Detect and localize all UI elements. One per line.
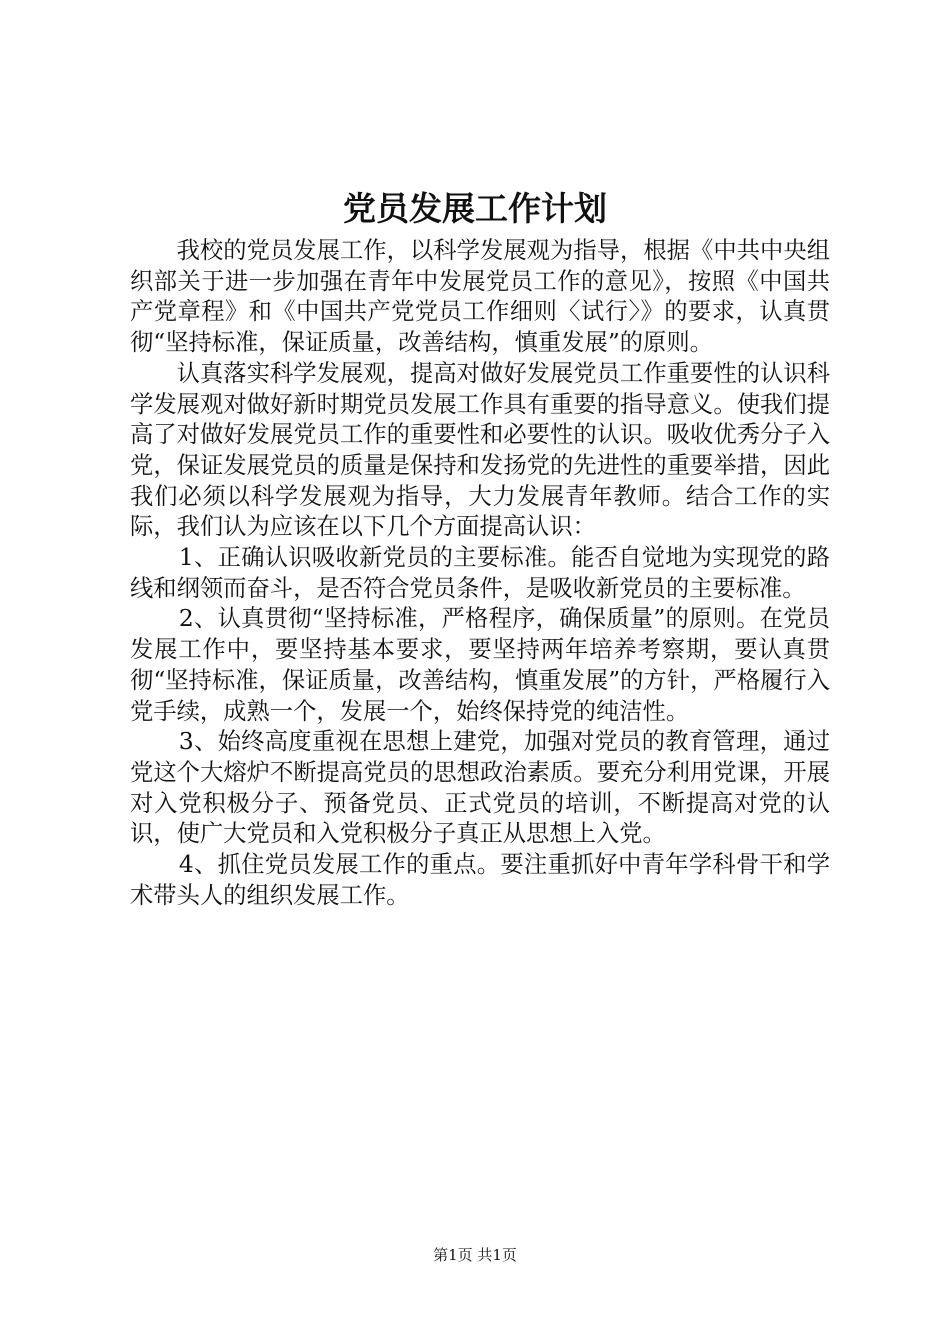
page-footer [0, 1244, 950, 1266]
page-number-current: 第1页 [433, 1246, 473, 1264]
page-number-total: 共1页 [477, 1246, 517, 1264]
paragraph-understanding: 认真落实科学发展观，提高对做好发展党员工作重要性的认识科学发展观对做好新时期党员发展工作具有重要的指导意义。使我们提高了对做好发展党员工作的重要性和必要性的认识。吸收优秀分子入党，保证发展党员的质量是保持和发扬党的先进性的重要举措，因此我们必须以科学发展观为指导，大力发展青年教师。结合工作的实际，我们认为应该在以下几个方面提高认识： [130, 359, 830, 541]
paragraph-item-2: 2、认真贯彻“坚持标准，严格程序，确保质量”的原则。在党员发展工作中，要坚持基本要求，要坚持两年培养考察期，要认真贯彻“坚持标准，保证质量，改善结构，慎重发展”的方针，严格履行入党手续，成熟一个，发展一个，始终保持党的纯洁性。 [130, 605, 830, 725]
document-title: 党员发展工作计划 [343, 189, 607, 228]
paragraph-intro: 我校的党员发展工作，以科学发展观为指导，根据《中共中央组织部关于进一步加强在青年中发展党员工作的意见》，按照《中国共产党章程》和《中国共产党党员工作细则〈试行〉》的要求，认真贯彻“坚持标准，保证质量，改善结构，慎重发展”的原则。 [130, 237, 830, 357]
document-body [130, 236, 830, 911]
paragraph-item-3: 3、始终高度重视在思想上建党，加强对党员的教育管理，通过党这个大熔炉不断提高党员的思想政治素质。要充分利用党课，开展对入党积极分子、预备党员、正式党员的培训，不断提高对党的认识，使广大党员和入党积极分子真正从思想上入党。 [130, 728, 830, 848]
paragraph-item-4: 4、抓住党员发展工作的重点。要注重抓好中青年学科骨干和学术带头人的组织发展工作。 [130, 851, 830, 909]
paragraph-item-1: 1、正确认识吸收新党员的主要标准。能否自觉地为实现党的路线和纲领而奋斗，是否符合党员条件，是吸收新党员的主要标准。 [130, 544, 830, 602]
